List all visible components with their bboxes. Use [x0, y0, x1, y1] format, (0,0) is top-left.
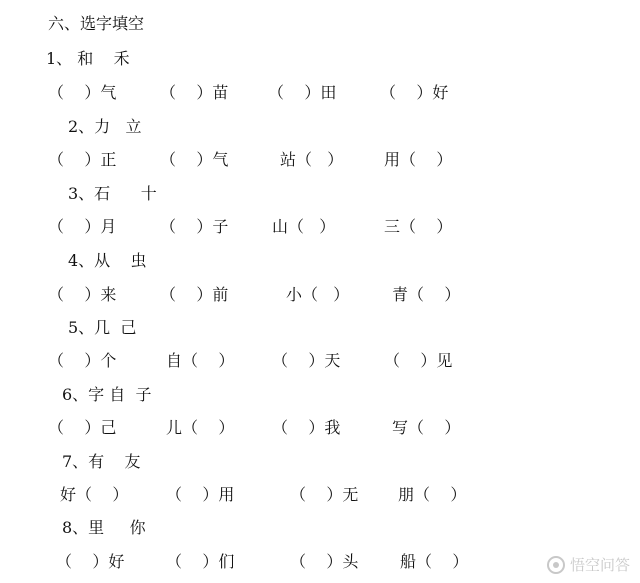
blank-item: 写（ ）	[392, 418, 461, 437]
blank-item: （ ）们	[166, 552, 235, 571]
blank-item: 用（ ）	[384, 150, 453, 169]
blank-item: （ ）用	[166, 485, 235, 504]
group-label: 5、几 己	[68, 318, 137, 337]
blank-item: （ ）好	[380, 83, 449, 102]
blank-item: 自（ ）	[166, 351, 235, 370]
watermark-text: 悟空问答	[569, 556, 630, 574]
section-title: 六、选字填空	[48, 14, 145, 33]
blank-item: （ ）见	[384, 351, 453, 370]
blank-item: （ ）己	[48, 418, 117, 437]
blank-item: （ ）好	[56, 552, 125, 571]
blank-item: 船（ ）	[400, 552, 469, 571]
blank-item: （ ）天	[272, 351, 341, 370]
blank-item: （ ）月	[48, 217, 117, 236]
blank-item: 山（ ）	[272, 217, 336, 236]
blank-item: 小（ ）	[286, 285, 350, 304]
group-label: 8、里 你	[62, 518, 146, 537]
watermark	[547, 554, 630, 575]
blank-item: 三（ ）	[384, 217, 453, 236]
blank-item: （ ）气	[48, 83, 117, 102]
group-label: 3、石 十	[68, 184, 157, 203]
blank-item: （ ）个	[48, 351, 117, 370]
group-label: 1、 和 禾	[46, 49, 130, 68]
blank-item: （ ）来	[48, 285, 117, 304]
blank-item: 青（ ）	[392, 285, 461, 304]
blank-item: （ ）无	[290, 485, 359, 504]
group-label: 4、从 虫	[68, 251, 147, 270]
blank-item: 儿（ ）	[166, 418, 235, 437]
blank-item: （ ）田	[268, 83, 337, 102]
blank-item: （ ）头	[290, 552, 359, 571]
blank-item: 朋（ ）	[398, 485, 467, 504]
blank-item: （ ）前	[160, 285, 229, 304]
group-label: 6、字 自 子	[62, 385, 152, 404]
group-label: 7、有 友	[62, 452, 141, 471]
group-label: 2、力 立	[68, 117, 142, 136]
blank-item: 好（ ）	[60, 485, 129, 504]
blank-item: （ ）气	[160, 150, 229, 169]
blank-item: （ ）苗	[160, 83, 229, 102]
blank-item: 站（ ）	[280, 150, 344, 169]
blank-item: （ ）我	[272, 418, 341, 437]
blank-item: （ ）正	[48, 150, 117, 169]
blank-item: （ ）子	[160, 217, 229, 236]
wukong-logo-icon	[547, 556, 565, 574]
